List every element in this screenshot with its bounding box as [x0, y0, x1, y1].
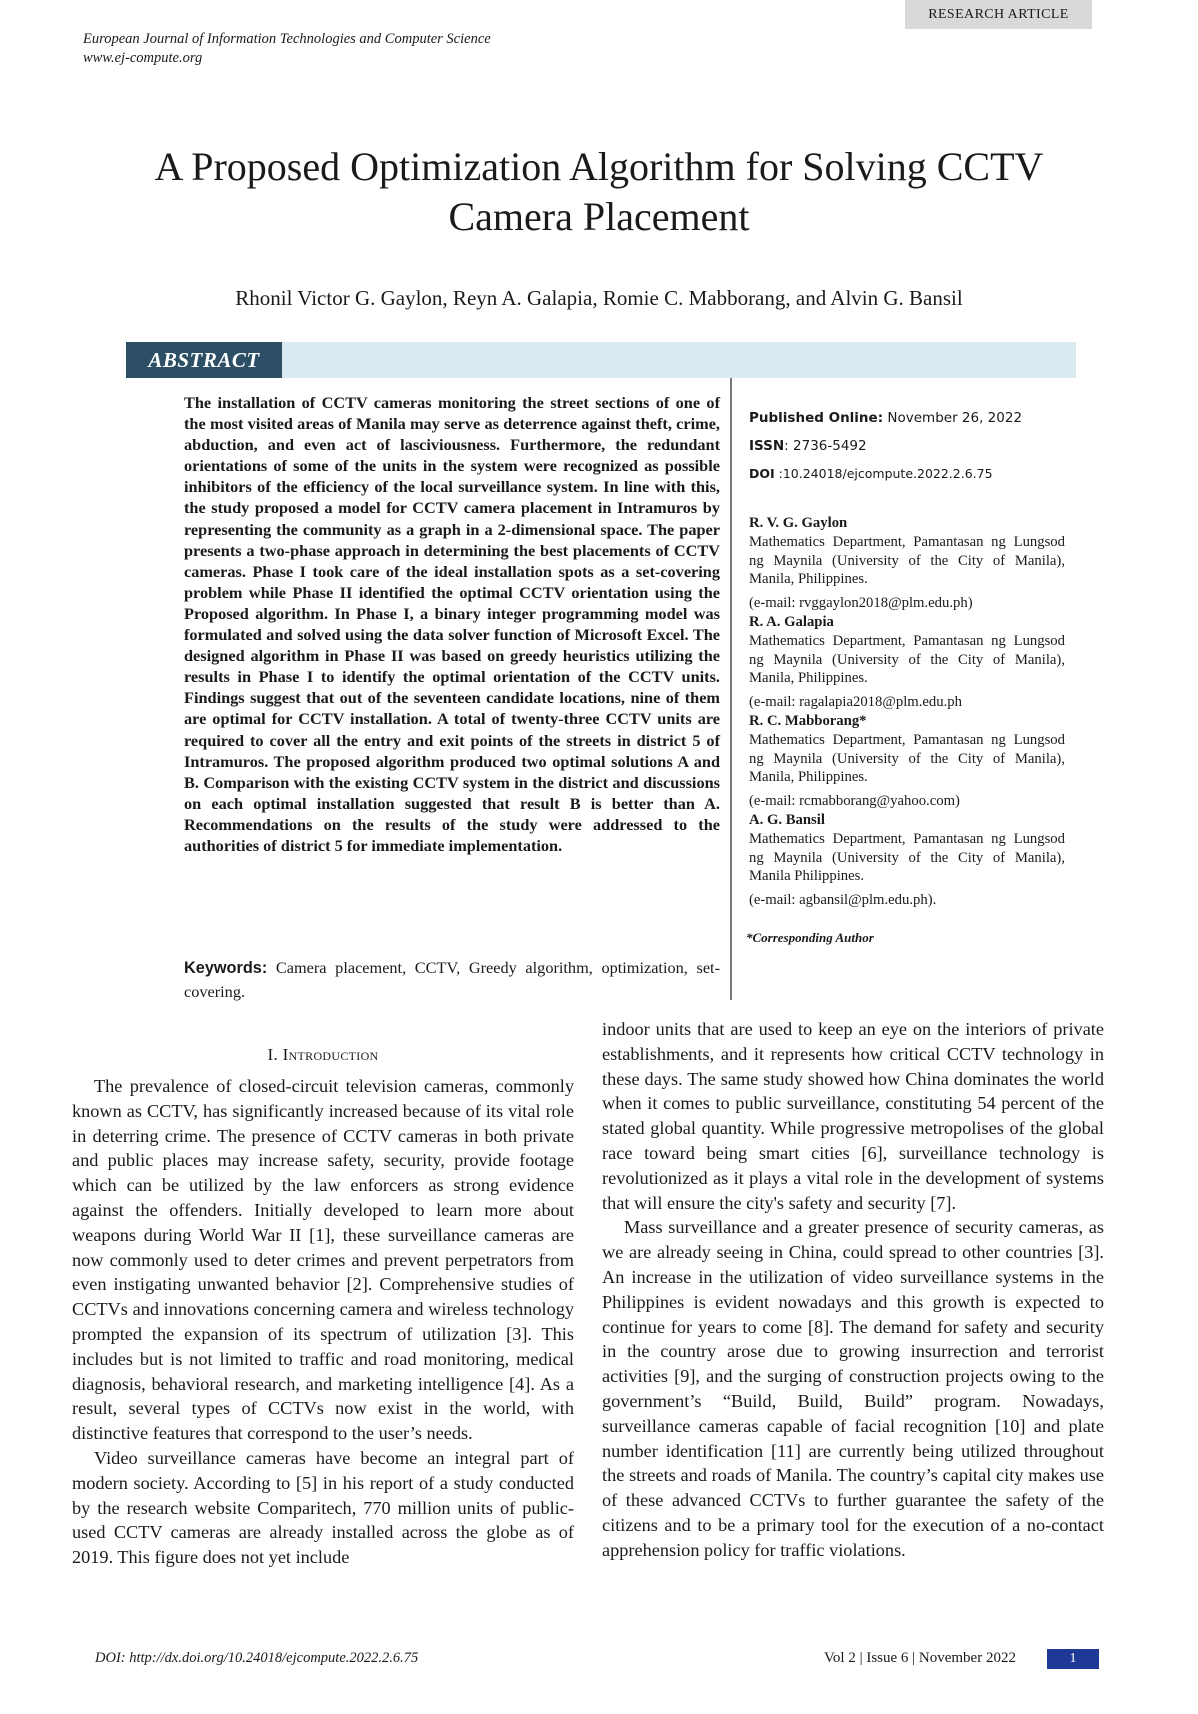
author-email[interactable]: (e-mail: agbansil@plm.edu.ph).	[749, 892, 937, 909]
author-email[interactable]: (e-mail: rcmabborang@yahoo.com)	[749, 793, 960, 810]
keywords-label: Keywords:	[184, 959, 268, 977]
keywords-list: Camera placement, CCTV, Greedy algorithm, optimization, set-covering.	[184, 958, 720, 1001]
journal-name: European Journal of Information Technologies and Computer Science	[83, 31, 491, 47]
issn	[749, 438, 1071, 454]
column-divider	[730, 378, 732, 1000]
affiliation-3	[749, 712, 1065, 811]
title-line-1: A Proposed Optimization Algorithm for Solving CCTV	[154, 144, 1044, 189]
journal-header	[83, 30, 491, 68]
doi-label: DOI	[749, 466, 775, 481]
paragraph: Mass surveillance and a greater presence of security cameras, as we are already seeing in China, could spread to other countries [3]. An increase in the utilization of video surveillance systems in the Philippines is evident nowadays and this growth is expected to continue for years to come [8]. The demand for safety and security in the country arose due to growing insurrection and terrorist activities [9], and the surging of construction projects owing to the government’s “Build, Build, Build” program. Nowadays, surveillance cameras capable of facial recognition [10] and plate number identification [11] are currently being utilized throughout the streets and roads of Manila. The country’s capital city makes use of these advanced CCTVs to further guarantee the safety of the citizens and to be a primary tool for the execution of a no-contact apprehension policy for traffic violations.	[602, 1217, 1104, 1560]
corresponding-author-note: *Corresponding Author	[746, 930, 874, 945]
author-email[interactable]: (e-mail: ragalapia2018@plm.edu.ph	[749, 694, 962, 711]
paragraph: Video surveillance cameras have become an integral part of modern society. According to [5] in his report of a study conducted by the research website Comparitech, 770 million units of public-used CCTV cameras are already installed across the globe as of 2019. This figure does not yet include	[72, 1447, 574, 1568]
page-number: 1	[1047, 1649, 1099, 1669]
author-name: R. V. G. Gaylon	[749, 515, 848, 531]
author-address: Mathematics Department, Pamantasan ng Lungsod ng Maynila (University of the City of Manila), Manila, Philippines.	[749, 731, 1065, 786]
section-title: Introduction	[282, 1045, 379, 1064]
affiliation-4	[749, 811, 1065, 910]
published-online	[749, 410, 1071, 426]
title-line-2: Camera Placement	[448, 194, 750, 239]
section-number: I.	[267, 1045, 279, 1064]
footer-volume: Vol 2 | Issue 6 | November 2022	[824, 1650, 1016, 1666]
abstract-text: The installation of CCTV cameras monitoring the street sections of one of the most visited areas of Manila may serve as deterrence against theft, crime, abduction, and even act of lasciviousness. Furthermore, the redundant orientations of some of the units in the system were recognized as possible inhibitors of the efficiency of the local surveillance system. In line with this, the study proposed a model for CCTV camera placement in Intramuros by representing the community as a graph in a 2-dimensional space. The paper presents a two-phase approach in determining the best placements of CCTV cameras. Phase I took care of the ideal installation spots as a set-covering problem while Phase II identified the optimal CCTV orientation using the Proposed algorithm. In Phase I, a binary integer programming model was formulated and solved using the data solver function of Microsoft Excel. The designed algorithm in Phase II was based on greedy heuristics utilizing the results in Phase I to identify the optimal orientation of the CCTV units. Findings suggest that out of the seventeen candidate locations, nine of them are optimal for CCTV installation. A total of twenty-three CCTV units are required to cover all the entry and exit points of the streets in district 5 of Intramuros. The proposed algorithm produced two optimal solutions A and B. Comparison with the existing CCTV system in the district and discussions on each optimal installation suggested that result B is better than A. Recommendations on the results of the study were addressed to the authorities of district 5 for immediate implementation.	[184, 393, 720, 855]
doi-link[interactable]: :10.24018/ejcompute.2022.2.6.75	[778, 466, 993, 481]
author-address: Mathematics Department, Pamantasan ng Lungsod ng Maynila (University of the City of Manila), Manila, Philippines.	[749, 533, 1065, 588]
author-address: Mathematics Department, Pamantasan ng Lungsod ng Maynila (University of the City of Manila), Manila, Philippines.	[749, 632, 1065, 687]
author-address: Mathematics Department, Pamantasan ng Lungsod ng Maynila (University of the City of Manila), Manila Philippines.	[749, 830, 1065, 885]
published-label: Published Online:	[749, 410, 884, 426]
footer-doi[interactable]: DOI: http://dx.doi.org/10.24018/ejcompute.2022.2.6.75	[95, 1650, 419, 1666]
paper-title	[60, 142, 1138, 242]
affiliation-1	[749, 514, 1065, 613]
paragraph: The prevalence of closed-circuit television cameras, commonly known as CCTV, has significantly increased because of its vital role in deterring crime. The presence of CCTV cameras in both private and public places may increase safety, security, provide footage which can be utilized by the law enforcers as strong evidence against the offenders. Initially developed to learn more about weapons during World War II [1], these surveillance cameras are now commonly used to deter crimes and prevent perpetrators from even instigating unwanted behavior [2]. Comprehensive studies of CCTVs and innovations concerning camera and wireless technology prompted the expansion of its spectrum of utilization [3]. This includes but is not limited to traffic and road monitoring, medical diagnosis, behavioral research, and marketing intelligence [4]. As a result, several types of CCTVs now exist in the world, with distinctive features that correspond to the user’s needs.	[72, 1076, 574, 1444]
abstract-label: ABSTRACT	[126, 342, 282, 378]
article-type-badge: RESEARCH ARTICLE	[905, 0, 1092, 29]
issn-value: : 2736-5492	[784, 438, 867, 454]
author-list: Rhonil Victor G. Gaylon, Reyn A. Galapia, Romie C. Mabborang, and Alvin G. Bansil	[235, 286, 963, 310]
author-email[interactable]: (e-mail: rvggaylon2018@plm.edu.ph)	[749, 595, 973, 612]
author-name: A. G. Bansil	[749, 812, 825, 828]
author-name: R. A. Galapia	[749, 614, 834, 630]
published-date: November 26, 2022	[887, 410, 1023, 426]
doi	[749, 466, 1071, 481]
journal-url: www.ej-compute.org	[83, 50, 203, 66]
paragraph: indoor units that are used to keep an eye on the interiors of private establishments, and it represents how critical CCTV technology in these days. The same study showed how China dominates the world when it comes to public surveillance, constituting 54 percent of the stated global quantity. While progressive metropolises of the global race toward being smart cities [6], surveillance technology is revolutionized as it plays a vital role in the development of systems that will ensure the city's safety and security [7].	[602, 1019, 1104, 1213]
affiliation-2	[749, 613, 1065, 712]
section-heading	[72, 1045, 574, 1065]
keywords	[184, 956, 720, 1003]
body-column-left	[72, 1074, 574, 1570]
author-name: R. C. Mabborang*	[749, 713, 867, 729]
body-column-right	[602, 1017, 1104, 1563]
issn-label: ISSN	[749, 438, 785, 454]
